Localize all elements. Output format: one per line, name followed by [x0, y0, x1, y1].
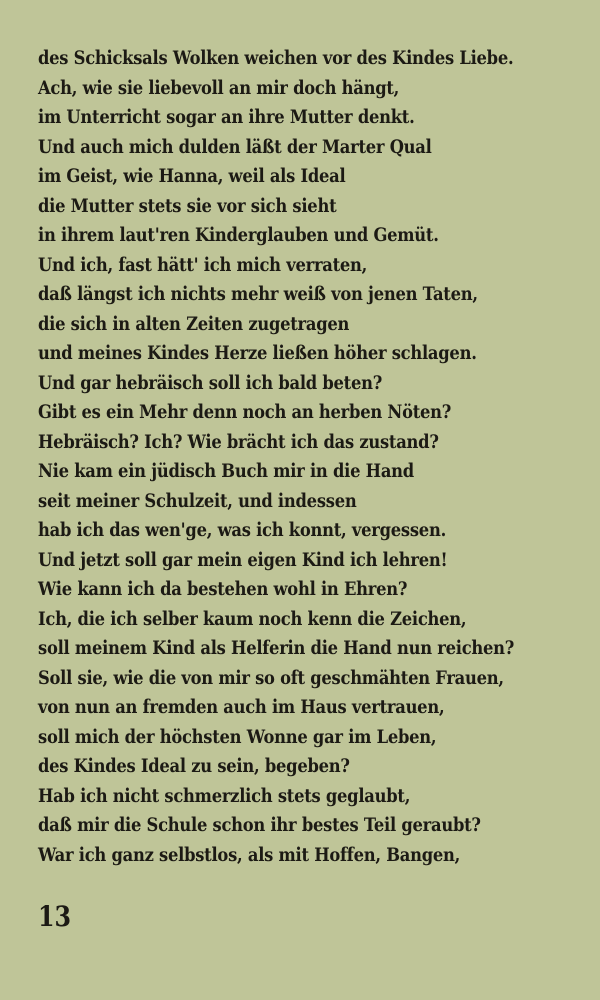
poem-text: [38, 44, 578, 870]
poem-line: im Geist, wie Hanna, weil als Ideal: [38, 165, 346, 187]
poem-line: Wie kann ich da bestehen wohl in Ehren?: [38, 578, 408, 600]
poem-line: Gibt es ein Mehr denn noch an herben Nöten?: [38, 401, 452, 423]
poem-line: daß längst ich nichts mehr weiß von jenen Taten,: [38, 283, 478, 305]
poem-line: soll mich der höchsten Wonne gar im Leben,: [38, 725, 437, 748]
poem-line: von nun an fremden auch im Haus vertrauen,: [38, 696, 445, 718]
poem-line: des Schicksals Wolken weichen vor des Kindes Liebe.: [38, 47, 514, 69]
poem-line: Soll sie, wie die von mir so oft geschmähten Frauen,: [38, 666, 504, 689]
poem-line: Ich, die ich selber kaum noch kenn die Zeichen,: [38, 607, 467, 630]
poem-line: Und auch mich dulden läßt der Marter Qual: [38, 135, 432, 158]
poem-line: hab ich das wen'ge, was ich konnt, vergessen.: [38, 519, 447, 541]
poem-line: Und ich, fast hätt' ich mich verraten,: [38, 253, 368, 276]
poem-line: Nie kam ein jüdisch Buch mir in die Hand: [38, 460, 414, 482]
poem-line: Und jetzt soll gar mein eigen Kind ich lehren!: [38, 548, 448, 571]
poem-line: soll meinem Kind als Helferin die Hand nun reichen?: [38, 637, 515, 659]
poem-line: im Unterricht sogar an ihre Mutter denkt.: [38, 106, 415, 128]
poem-line: in ihrem laut'ren Kinderglauben und Gemüt.: [38, 224, 439, 246]
poem-line: Und gar hebräisch soll ich bald beten?: [38, 371, 383, 394]
page-number: 13: [38, 900, 72, 933]
poem-line: War ich ganz selbstlos, als mit Hoffen, Bangen,: [38, 843, 461, 866]
poem-line: Ach, wie sie liebevoll an mir doch hängt,: [38, 76, 400, 99]
poem-line: die Mutter stets sie vor sich sieht: [38, 194, 337, 217]
poem-line: seit meiner Schulzeit, und indessen: [38, 489, 357, 512]
poem-line: des Kindes Ideal zu sein, begeben?: [38, 755, 350, 777]
poem-line: und meines Kindes Herze ließen höher schlagen.: [38, 342, 477, 364]
poem-line: daß mir die Schule schon ihr bestes Teil geraubt?: [38, 814, 481, 836]
poem-line: Hebräisch? Ich? Wie brächt ich das zustand?: [38, 430, 439, 453]
poem-line: die sich in alten Zeiten zugetragen: [38, 312, 350, 335]
poem-line: Hab ich nicht schmerzlich stets geglaubt,: [38, 784, 411, 807]
